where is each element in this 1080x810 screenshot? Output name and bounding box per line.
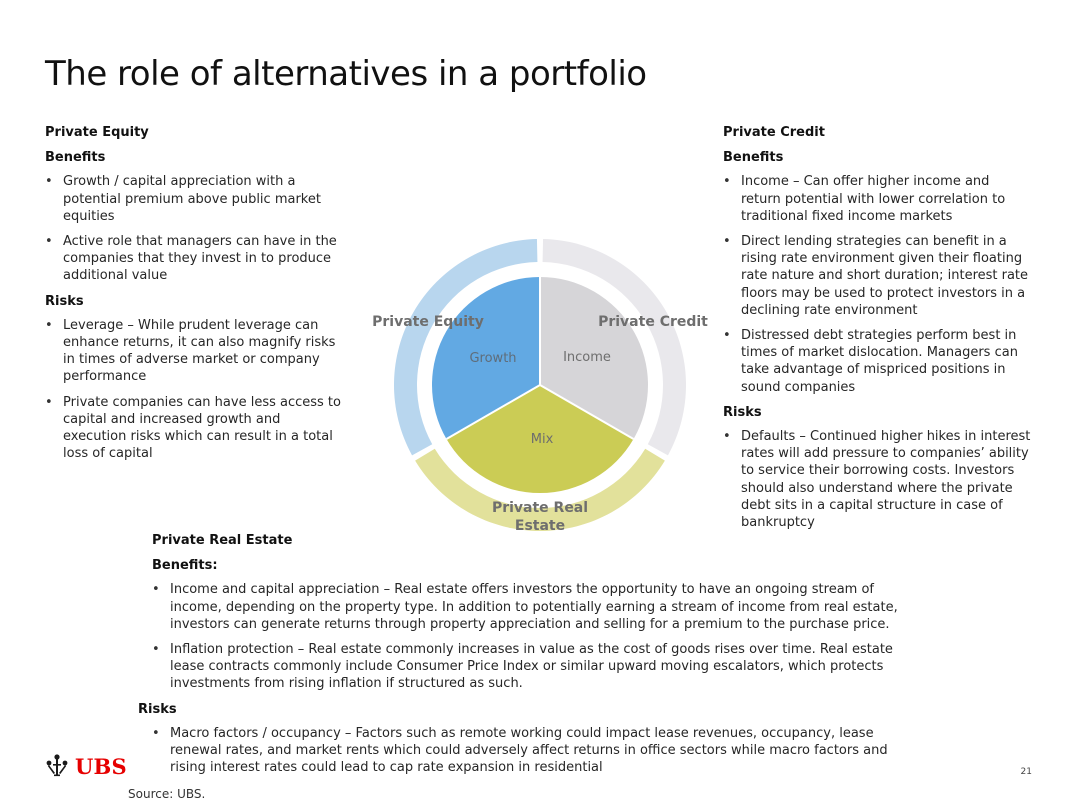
- private-real-estate-benefits-list: [152, 581, 922, 692]
- private-equity-risks-label: Risks: [45, 293, 84, 309]
- ubs-logo: [44, 752, 127, 780]
- private-credit-benefits-label: Benefits: [723, 150, 784, 166]
- private-credit-risks-list: [723, 428, 1033, 531]
- private-credit-section: [723, 124, 1033, 539]
- private-credit-risks-label: Risks: [723, 404, 762, 420]
- list-item: • Active role that managers can have in the companies that they invest in to produce additional value: [45, 233, 345, 285]
- private-credit-label: Private Credit: [598, 314, 708, 330]
- list-item: • Macro factors / occupancy – Factors such as remote working could impact lease revenues, occupancy, lease renewal rates, and market rents which could adversely affect returns in office sectors while macro factors and rising interest rates could lead to cap rate expansion in residential: [152, 725, 922, 777]
- list-item: • Defaults – Continued higher hikes in interest rates will add pressure to companies’ ability to service their borrowing costs. Investors should also understand where the private debt sits in a capital structure in case of bankruptcy: [723, 428, 1033, 531]
- private-real-estate-heading: Private Real Estate: [152, 533, 293, 548]
- list-item: • Inflation protection – Real estate commonly increases in value as the cost of goods rises over time. Real estate lease contracts commonly include Consumer Price Index or similar upward moving escalators, which protects investments from rising inflation if structured as such.: [152, 641, 922, 693]
- private-credit-heading: Private Credit: [723, 125, 825, 140]
- private-equity-risks-list: [45, 317, 345, 463]
- private-real-estate-benefits-label: Benefits:: [152, 558, 218, 574]
- list-item: • Private companies can have less access to capital and increased growth and execution risks which can result in a total loss of capital: [45, 394, 345, 463]
- private-equity-benefits-label: Benefits: [45, 150, 106, 166]
- private-real-estate-risks-label: Risks: [138, 701, 177, 717]
- alternatives-diagram-svg: [370, 230, 710, 535]
- private-credit-benefits-list: [723, 173, 1033, 395]
- list-item: • Income and capital appreciation – Real estate offers investors the opportunity to have an ongoing stream of income, depending on the property type. In addition to potentially earning a stream of income from real estate, investors can generate returns through property appreciation and selling for a premium to the purchase price.: [152, 581, 922, 633]
- list-item: • Leverage – While prudent leverage can enhance returns, it can also magnify risks in times of adverse market or company performance: [45, 317, 345, 386]
- source-note: Source: UBS.: [128, 787, 206, 801]
- private-equity-section: [45, 124, 345, 470]
- private-real-estate-risks-list: [152, 725, 922, 777]
- private-equity-benefits-list: [45, 173, 345, 284]
- growth-label: Growth: [469, 351, 517, 366]
- page-title: The role of alternatives in a portfolio: [45, 54, 647, 94]
- list-item: • Growth / capital appreciation with a potential premium above public market equities: [45, 173, 345, 225]
- page-number: 21: [1020, 767, 1032, 777]
- private-real-estate-section: [138, 532, 922, 784]
- private-real-estate-label-line1: Private Real: [491, 500, 589, 516]
- income-label: Income: [563, 350, 611, 365]
- list-item: • Distressed debt strategies perform best in times of market dislocation. Managers can take advantage of mispriced positions in sound companies: [723, 327, 1033, 396]
- private-equity-label: Private Equity: [372, 314, 484, 330]
- list-item: • Income – Can offer higher income and return potential with lower correlation to traditional fixed income markets: [723, 173, 1033, 225]
- keys-icon: [44, 753, 70, 779]
- ubs-wordmark: UBS: [75, 753, 127, 779]
- alternatives-diagram: [370, 230, 710, 535]
- mix-label: Mix: [530, 432, 554, 447]
- list-item: • Direct lending strategies can benefit in a rising rate environment given their floating rate nature and short duration; interest rate floors may be used to protect investors in a declining rate environment: [723, 233, 1033, 319]
- private-equity-heading: Private Equity: [45, 125, 149, 140]
- private-real-estate-label-line2: Estate: [514, 518, 566, 534]
